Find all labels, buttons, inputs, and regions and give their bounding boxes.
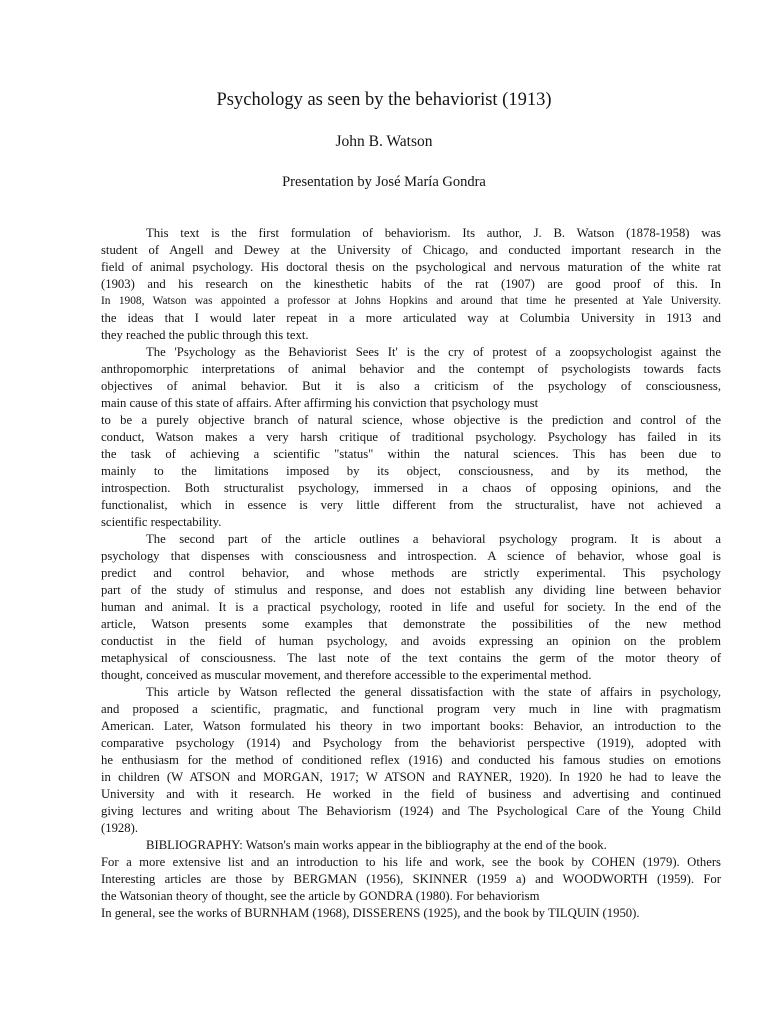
text-line: the Watsonian theory of thought, see the article by GONDRA (1980). For behaviorism	[101, 889, 540, 903]
text-line: introspection. Both structuralist psychology, immersed in a chaos of opposing opinions, and the	[101, 481, 721, 495]
text-line: mainly to the limitations imposed by its object, consciousness, and by its method, the	[101, 464, 721, 478]
bibliography-heading-line: BIBLIOGRAPHY: Watson's main works appear in the bibliography at the end of the book.	[146, 838, 607, 852]
document-title: Psychology as seen by the behaviorist (1913)	[216, 90, 552, 110]
text-line: conductist in the field of human psychology, and avoids expressing an opinion on the problem	[101, 634, 721, 648]
text-line: The 'Psychology as the Behaviorist Sees It' is the cry of protest of a zoopsychologist against the	[146, 345, 721, 359]
text-line: The second part of the article outlines a behavioral psychology program. It is about a	[146, 532, 721, 546]
text-line: (1903) and his research on the kinesthetic habits of the rat (1907) are good proof of this. In	[101, 277, 721, 291]
text-line: in children (W ATSON and MORGAN, 1917; W ATSON and RAYNER, 1920). In 1920 he had to leave the	[101, 770, 721, 784]
text-line: giving lectures and writing about The Behaviorism (1924) and The Psychological Care of the Young Child	[101, 804, 721, 818]
text-line: (1928).	[101, 821, 138, 835]
text-line: functionalist, which in essence is very little different from the structuralist, have not achieved a	[101, 498, 721, 512]
author-name: John B. Watson	[335, 133, 433, 150]
text-line: to be a purely objective branch of natural science, whose objective is the prediction and control of the	[101, 413, 721, 427]
text-line: the ideas that I would later repeat in a more articulated way at Columbia University in 1913 and	[101, 311, 721, 325]
presenter-credit: Presentation by José María Gondra	[282, 174, 486, 190]
text-line: human and animal. It is a practical psychology, rooted in life and useful for society. In the end of the	[101, 600, 721, 614]
text-line: objectives of animal behavior. But it is also a criticism of the psychology of consciousness,	[101, 379, 721, 393]
text-line: This text is the first formulation of behaviorism. Its author, J. B. Watson (1878-1958) was	[146, 226, 721, 240]
text-line: psychology that dispenses with consciousness and introspection. A science of behavior, whose goal is	[101, 549, 721, 563]
text-line: In 1908, Watson was appointed a professor at Johns Hopkins and around that time he presented at Yale University.	[101, 295, 721, 307]
text-line: In general, see the works of BURNHAM (1968), DISSERENS (1925), and the book by TILQUIN (1950).	[101, 906, 640, 920]
text-line: anthropomorphic interpretations of animal behavior and the contempt of psychologists towards facts	[101, 362, 721, 376]
text-line: American. Later, Watson formulated his theory in two important books: Behavior, an introduction to the	[101, 719, 721, 733]
text-line: student of Angell and Dewey at the University of Chicago, and conducted important research in the	[101, 243, 721, 257]
text-line: the task of achieving a scientific "status" within the natural sciences. This has been due to	[101, 447, 721, 461]
text-line: Interesting articles are those by BERGMAN (1956), SKINNER (1959 a) and WOODWORTH (1959). For	[101, 872, 721, 886]
text-line: field of animal psychology. His doctoral thesis on the psychological and nervous maturation of the white rat	[101, 260, 721, 274]
text-line: scientific respectability.	[101, 515, 222, 529]
text-line: he enthusiasm for the method of conditioned reflex (1916) and conducted his famous studies on emotions	[101, 753, 721, 767]
text-line: predict and control behavior, and whose methods are strictly experimental. This psychology	[101, 566, 721, 580]
text-line: article, Watson presents some examples that demonstrate the possibilities of the new method	[101, 617, 721, 631]
text-line: thought, conceived as muscular movement, and therefore accessible to the experimental method.	[101, 668, 592, 682]
text-line: For a more extensive list and an introduction to his life and work, see the book by COHEN (1979). Others	[101, 855, 721, 869]
text-line: comparative psychology (1914) and Psychology from the behaviorist perspective (1919), adopted with	[101, 736, 721, 750]
text-line: and proposed a scientific, pragmatic, and functional program very much in line with pragmatism	[101, 702, 721, 716]
text-line: This article by Watson reflected the general dissatisfaction with the state of affairs in psychology,	[146, 685, 721, 699]
text-line: main cause of this state of affairs. After affirming his conviction that psychology must	[101, 396, 539, 410]
body-text	[101, 225, 721, 922]
text-line: part of the study of stimulus and response, and does not establish any dividing line between behavior	[101, 583, 721, 597]
text-line: metaphysical of consciousness. The last note of the text contains the germ of the motor theory of	[101, 651, 721, 665]
text-line: conduct, Watson makes a very harsh critique of traditional psychology. Psychology has failed in its	[101, 430, 721, 444]
text-line: they reached the public through this text.	[101, 328, 309, 342]
text-line: University and with it research. He worked in the field of business and advertising and continued	[101, 787, 721, 801]
